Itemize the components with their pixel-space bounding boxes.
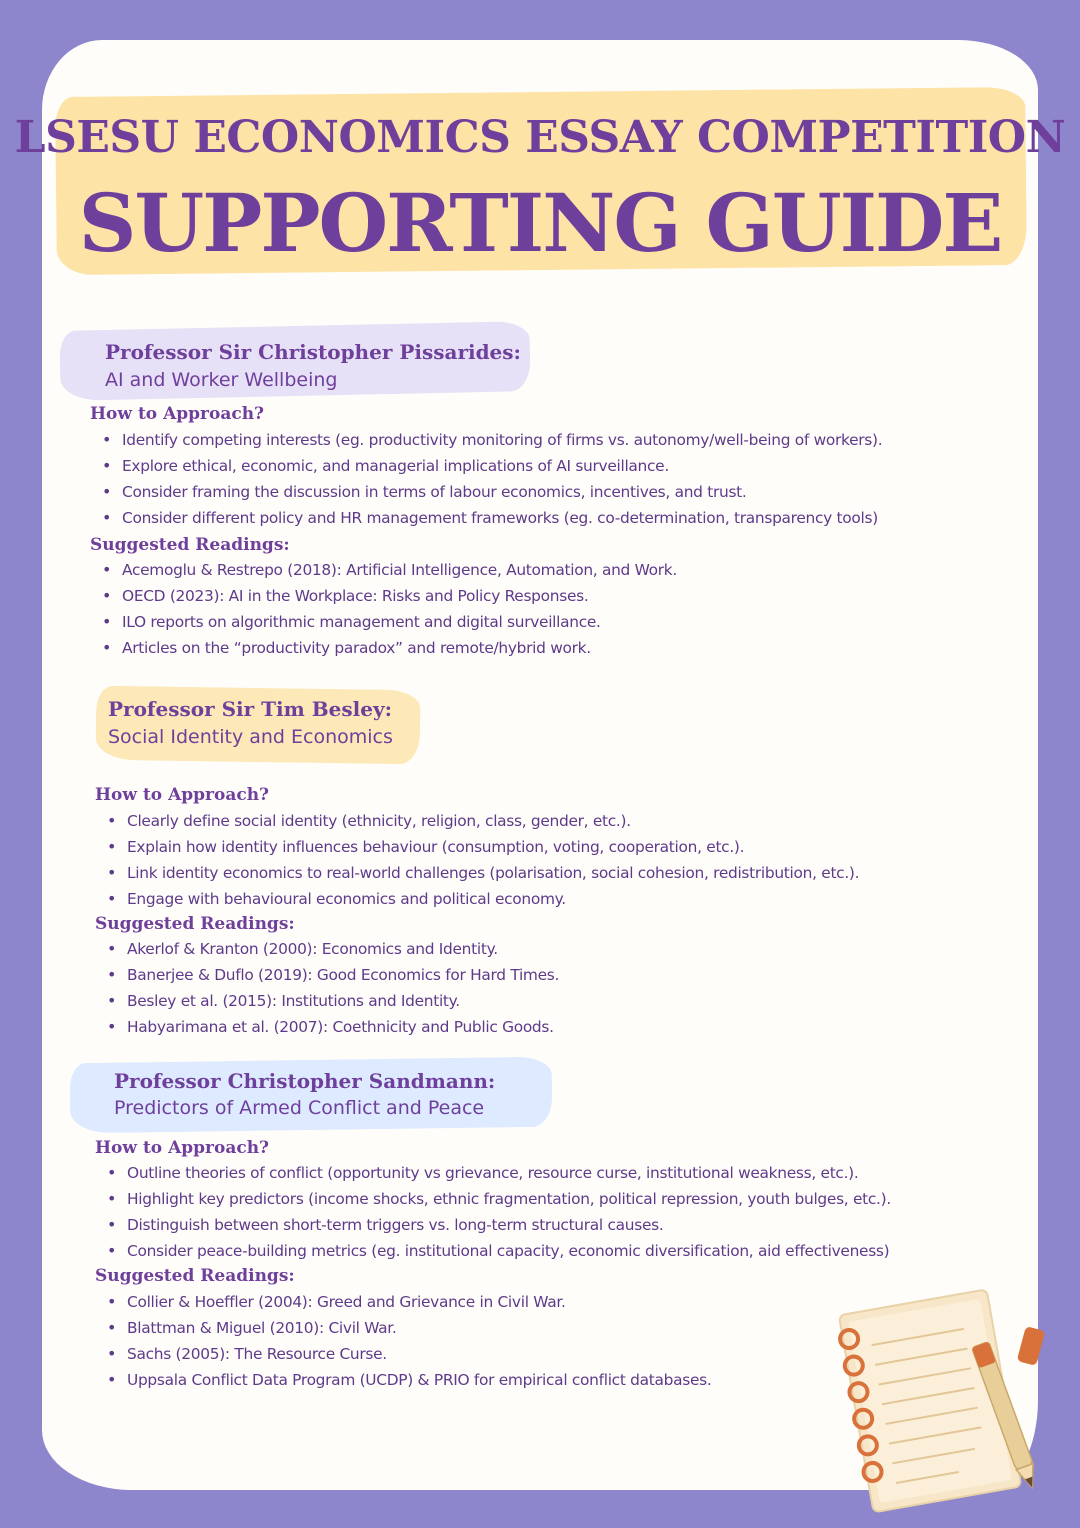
list-item: • Consider framing the discussion in terms of labour economics, incentives, and trust. — [90, 479, 882, 505]
list-item: • Blattman & Miguel (2010): Civil War. — [95, 1315, 711, 1341]
essay-topic: Social Identity and Economics — [108, 726, 393, 748]
approach-heading: How to Approach? — [90, 404, 265, 424]
readings-heading: Suggested Readings: — [95, 914, 295, 934]
list-item: • ILO reports on algorithmic management and digital surveillance. — [90, 609, 677, 635]
list-item: • Outline theories of conflict (opportunity vs grievance, resource curse, institutional weakness, etc.). — [95, 1160, 891, 1186]
list-item: • Sachs (2005): The Resource Curse. — [95, 1341, 711, 1367]
professor-name: Professor Christopher Sandmann: — [114, 1069, 496, 1093]
list-item: • OECD (2023): AI in the Workplace: Risks and Policy Responses. — [90, 583, 677, 609]
list-item: • Consider peace-building metrics (eg. institutional capacity, economic diversification, aid effectiveness) — [95, 1238, 891, 1264]
list-item: • Highlight key predictors (income shocks, ethnic fragmentation, political repression, youth bulges, etc.). — [95, 1186, 891, 1212]
list-item: • Consider different policy and HR management frameworks (eg. co-determination, transparency tools) — [90, 505, 882, 531]
approach-list — [95, 1160, 891, 1264]
guide-title: SUPPORTING GUIDE — [78, 176, 1002, 270]
list-item: • Banerjee & Duflo (2019): Good Economics for Hard Times. — [95, 962, 559, 988]
list-item: • Clearly define social identity (ethnicity, religion, class, gender, etc.). — [95, 808, 859, 834]
approach-heading: How to Approach? — [95, 785, 270, 805]
list-item: • Identify competing interests (eg. productivity monitoring of firms vs. autonomy/well-being of workers). — [90, 427, 882, 453]
list-item: • Akerlof & Kranton (2000): Economics and Identity. — [95, 936, 559, 962]
readings-list — [95, 936, 559, 1040]
list-item: • Explain how identity influences behaviour (consumption, voting, cooperation, etc.). — [95, 834, 859, 860]
list-item: • Explore ethical, economic, and managerial implications of AI surveillance. — [90, 453, 882, 479]
list-item: • Collier & Hoeffler (2004): Greed and Grievance in Civil War. — [95, 1289, 711, 1315]
readings-list — [95, 1289, 711, 1393]
professor-name: Professor Sir Tim Besley: — [108, 697, 392, 721]
competition-title: LSESU ECONOMICS ESSAY COMPETITION — [14, 112, 1066, 163]
readings-list — [90, 557, 677, 661]
professor-name: Professor Sir Christopher Pissarides: — [105, 340, 521, 364]
list-item: • Uppsala Conflict Data Program (UCDP) & PRIO for empirical conflict databases. — [95, 1367, 711, 1393]
approach-heading: How to Approach? — [95, 1138, 270, 1158]
approach-list — [95, 808, 859, 912]
list-item: • Link identity economics to real-world challenges (polarisation, social cohesion, redistribution, etc.). — [95, 860, 859, 886]
essay-topic: AI and Worker Wellbeing — [105, 369, 338, 391]
list-item: • Habyarimana et al. (2007): Coethnicity and Public Goods. — [95, 1014, 559, 1040]
list-item: • Acemoglu & Restrepo (2018): Artificial Intelligence, Automation, and Work. — [90, 557, 677, 583]
readings-heading: Suggested Readings: — [95, 1266, 295, 1286]
list-item: • Articles on the “productivity paradox” and remote/hybrid work. — [90, 635, 677, 661]
list-item: • Engage with behavioural economics and political economy. — [95, 886, 859, 912]
list-item: • Besley et al. (2015): Institutions and Identity. — [95, 988, 559, 1014]
readings-heading: Suggested Readings: — [90, 535, 290, 555]
approach-list — [90, 427, 882, 531]
essay-topic: Predictors of Armed Conflict and Peace — [114, 1097, 485, 1119]
list-item: • Distinguish between short-term triggers vs. long-term structural causes. — [95, 1212, 891, 1238]
notebook-pencil-icon — [825, 1280, 1050, 1520]
